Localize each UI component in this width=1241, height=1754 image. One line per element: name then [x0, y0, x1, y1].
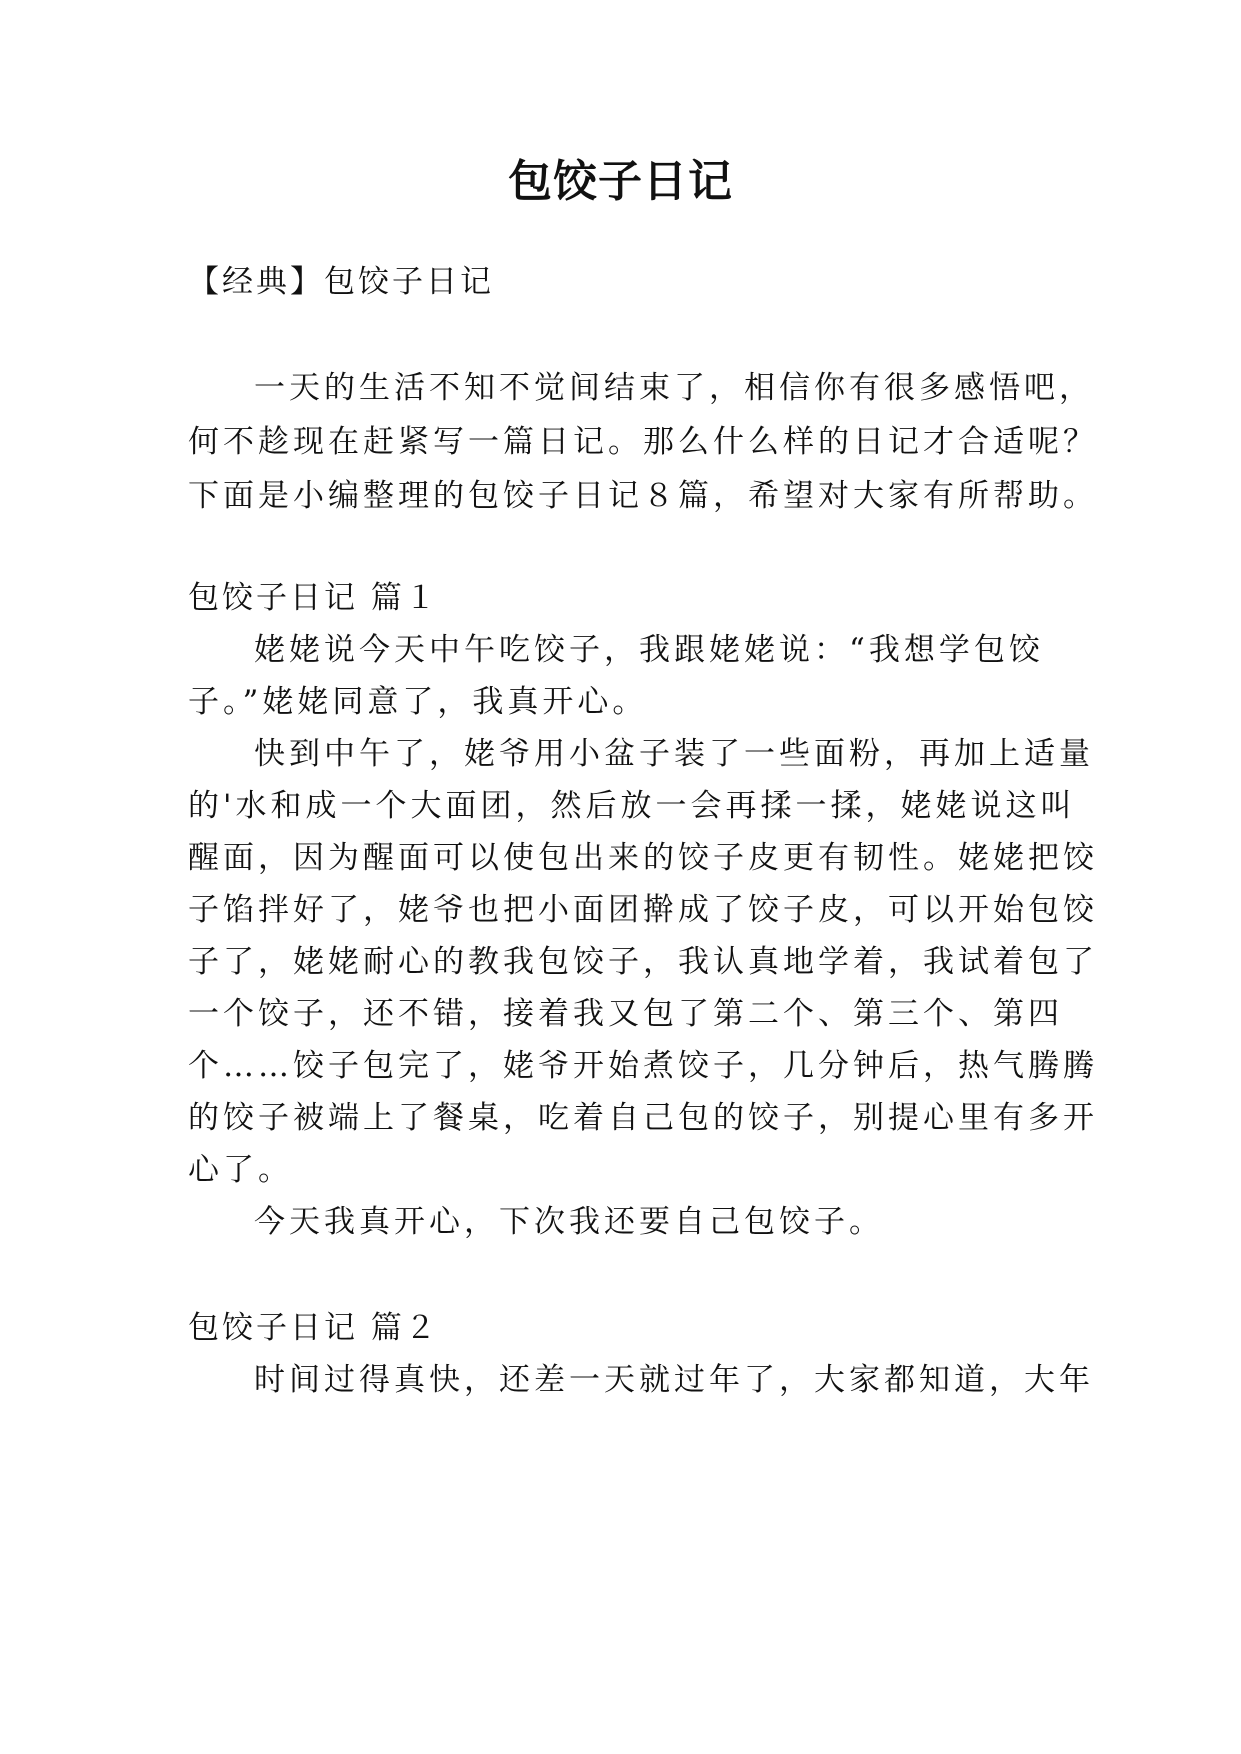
- paragraph-line: 个……饺子包完了，姥爷开始煮饺子，几分钟后，热气腾腾: [188, 1048, 1098, 1084]
- paragraph-line: 子了，姥姥耐心的教我包饺子，我认真地学着，我试着包了: [188, 944, 1098, 980]
- section-heading: 包饺子日记 篇１: [188, 580, 439, 616]
- intro-line: 下面是小编整理的包饺子日记８篇，希望对大家有所帮助。: [188, 478, 1098, 514]
- intro-line: 何不趁现在赶紧写一篇日记。那么什么样的日记才合适呢？: [188, 424, 1098, 460]
- paragraph-line: 的饺子被端上了餐桌，吃着自己包的饺子，别提心里有多开: [188, 1100, 1098, 1136]
- paragraph-line: 一个饺子，还不错，接着我又包了第二个、第三个、第四: [188, 996, 1063, 1032]
- paragraph-line: 今天我真开心，下次我还要自己包饺子。: [254, 1204, 884, 1240]
- section-heading: 包饺子日记 篇２: [188, 1310, 439, 1346]
- paragraph-line: 子馅拌好了，姥爷也把小面团擀成了饺子皮，可以开始包饺: [188, 892, 1098, 928]
- paragraph-line: 时间过得真快，还差一天就过年了，大家都知道，大年: [254, 1362, 1094, 1398]
- intro-line: 一天的生活不知不觉间结束了，相信你有很多感悟吧，: [254, 370, 1094, 406]
- paragraph-line: 子。”姥姥同意了，我真开心。: [188, 684, 648, 720]
- document-title: 包饺子日记: [508, 156, 733, 207]
- paragraph-line: 的'水和成一个大面团，然后放一会再揉一揉，姥姥说这叫: [188, 788, 1076, 824]
- paragraph-line: 姥姥说今天中午吃饺子，我跟姥姥说：“我想学包饺: [254, 632, 1044, 668]
- document-subtitle: 【经典】包饺子日记: [188, 264, 494, 300]
- paragraph-line: 心了。: [188, 1152, 293, 1188]
- paragraph-line: 快到中午了，姥爷用小盆子装了一些面粉，再加上适量: [254, 736, 1094, 772]
- paragraph-line: 醒面，因为醒面可以使包出来的饺子皮更有韧性。姥姥把饺: [188, 840, 1098, 876]
